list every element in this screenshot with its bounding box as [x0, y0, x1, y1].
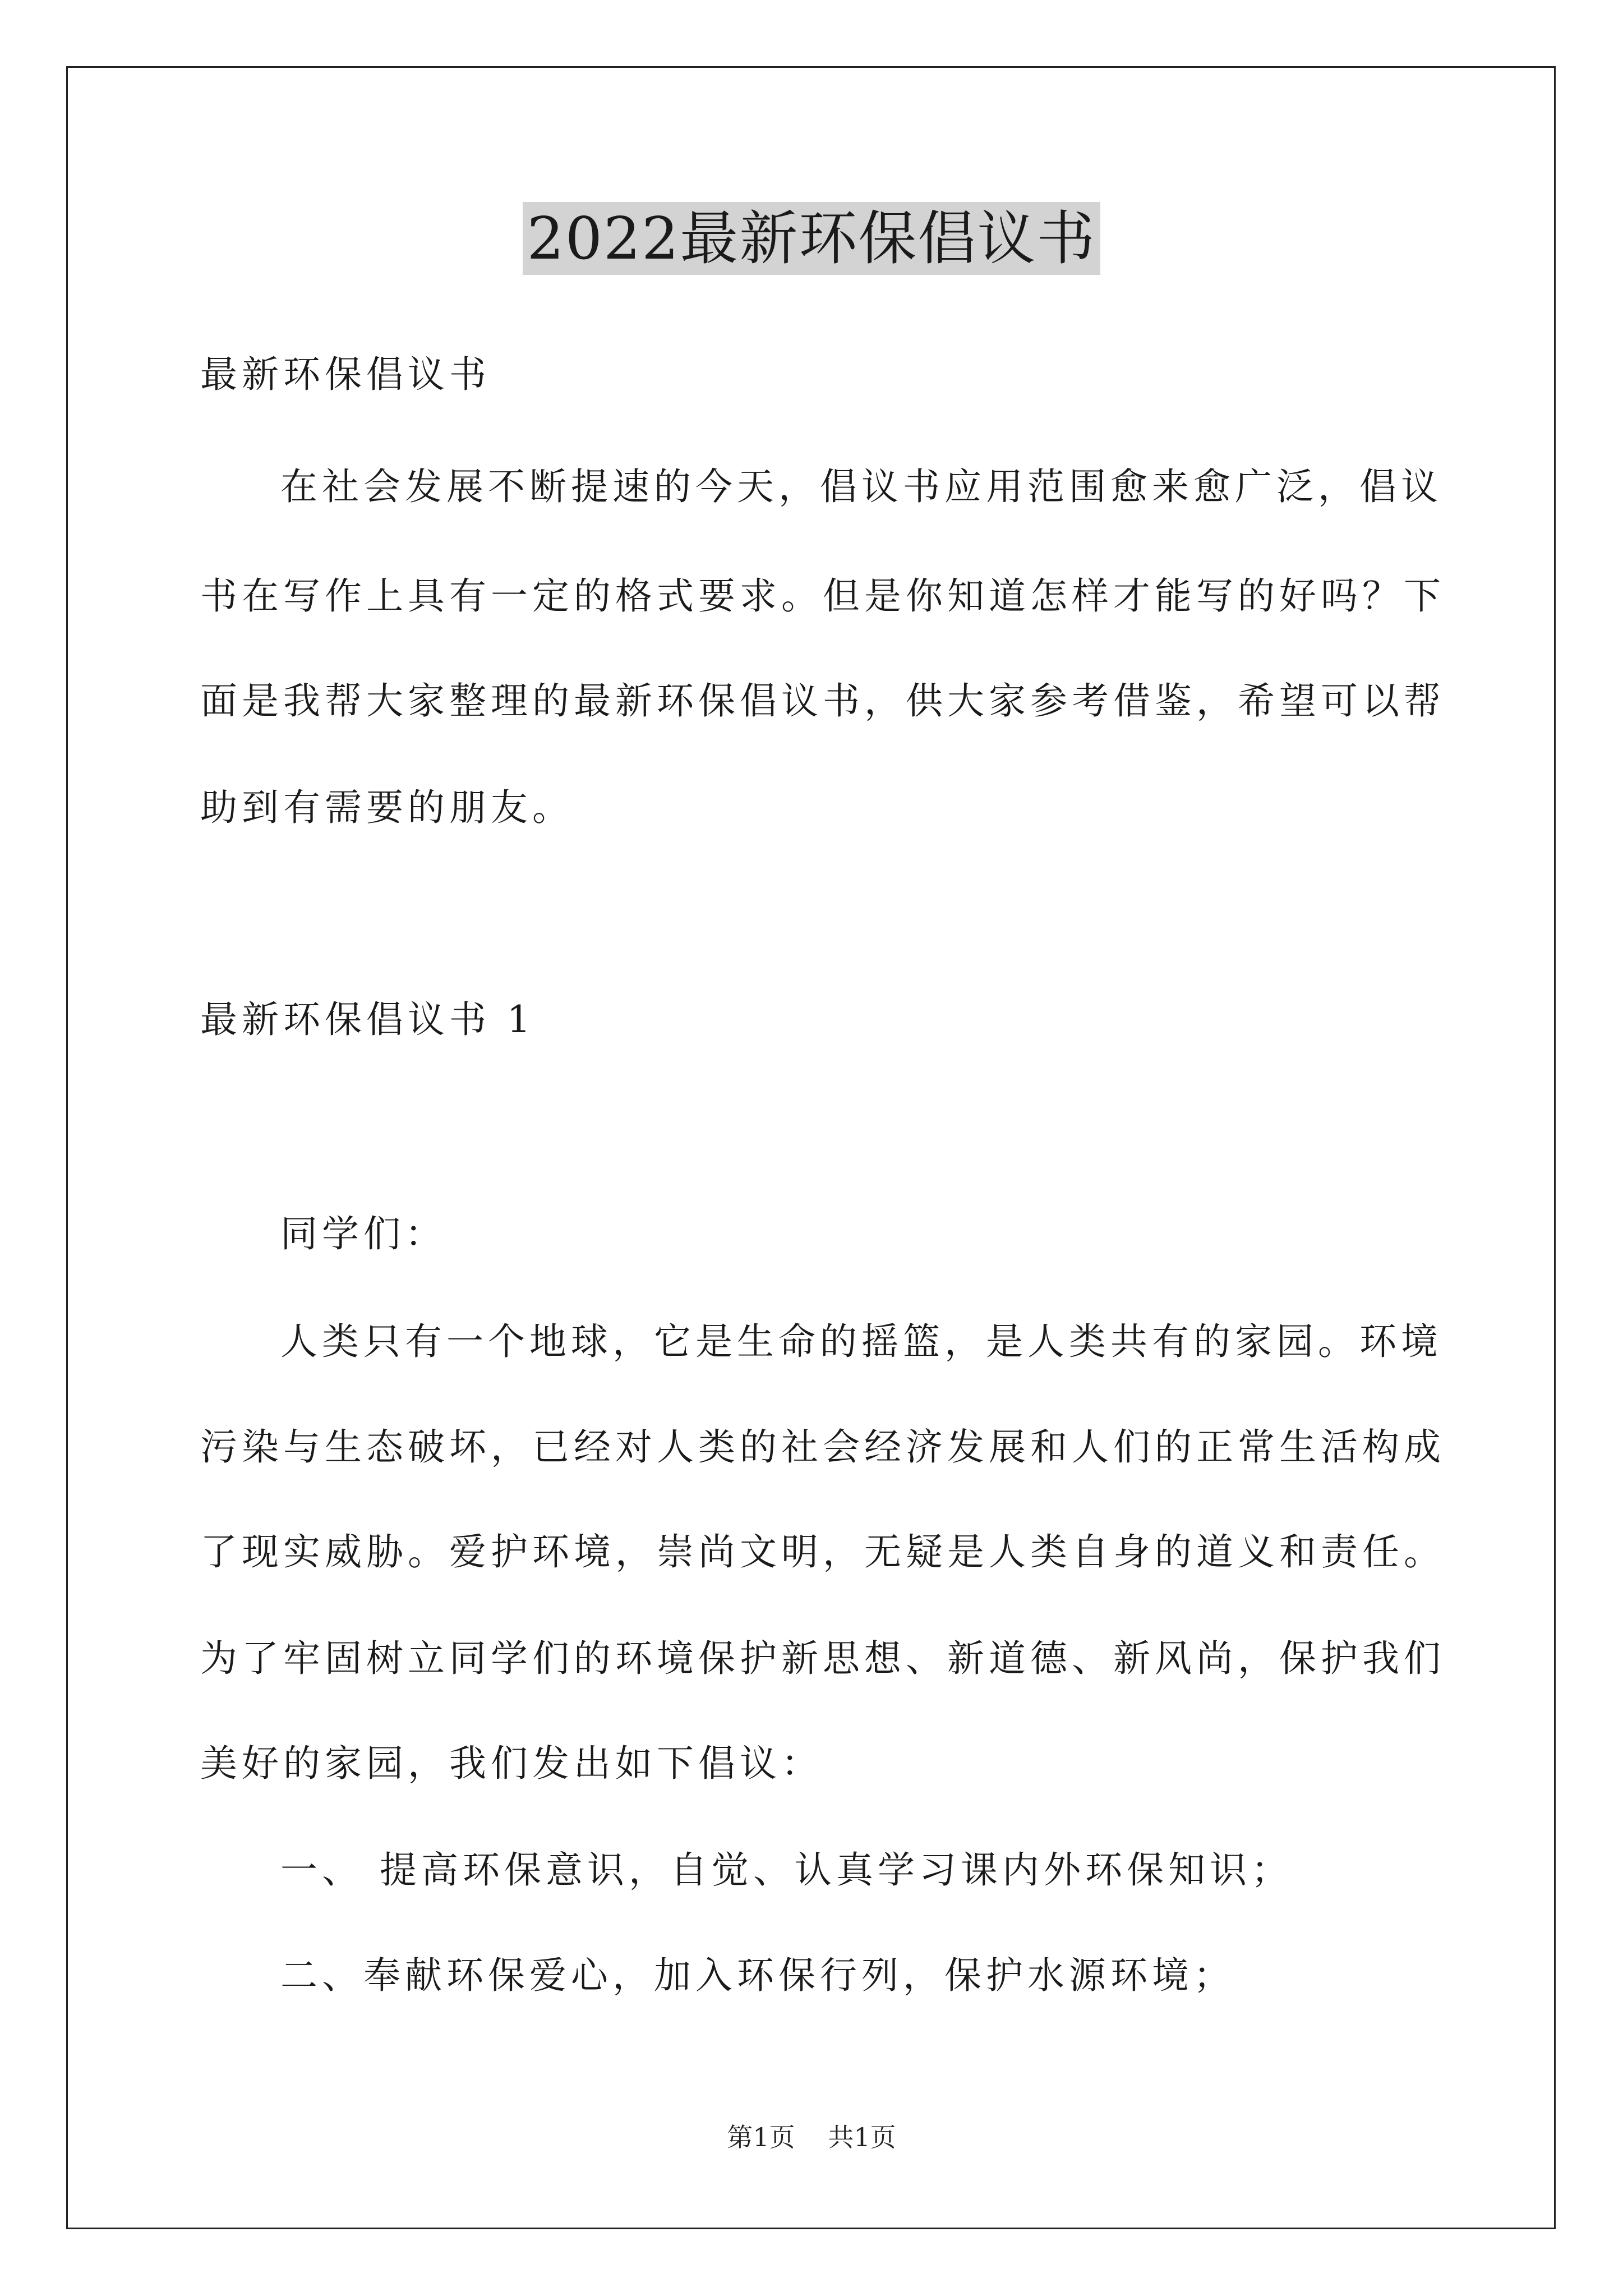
page-number-current: 第1页 — [727, 2122, 795, 2152]
body-line-1: 人类只有一个地球，它是生命的摇篮，是人类共有的家园。环境 — [280, 1320, 1442, 1363]
page-number-total: 共1页 — [828, 2122, 896, 2152]
page-footer — [0, 2120, 1623, 2154]
body-line-5: 美好的家园，我们发出如下倡议： — [200, 1742, 823, 1785]
document-title: 2022最新环保倡议书 — [523, 202, 1101, 275]
intro-line-2: 书在写作上具有一定的格式要求。但是你知道怎样才能写的好吗？下 — [200, 574, 1445, 618]
intro-line-4: 助到有需要的朋友。 — [200, 786, 574, 829]
intro-line-1: 在社会发展不断提速的今天，倡议书应用范围愈来愈广泛，倡议 — [280, 465, 1442, 508]
salutation: 同学们： — [280, 1212, 446, 1255]
title-container — [0, 202, 1623, 275]
body-line-2: 污染与生态破坏，已经对人类的社会经济发展和人们的正常生活构成 — [200, 1425, 1445, 1469]
intro-line-3: 面是我帮大家整理的最新环保倡议书，供大家参考借鉴，希望可以帮 — [200, 679, 1445, 723]
document-subtitle: 最新环保倡议书 — [200, 353, 491, 396]
body-line-3: 了现实威胁。爱护环境，崇尚文明，无疑是人类自身的道义和责任。 — [200, 1530, 1445, 1573]
list-item-1: 一、 提高环保意识，自觉、认真学习课内外环保知识； — [280, 1848, 1293, 1892]
list-item-2: 二、奉献环保爱心，加入环保行列，保护水源环境； — [280, 1954, 1235, 1997]
section-heading: 最新环保倡议书 1 — [200, 998, 535, 1041]
body-line-4: 为了牢固树立同学们的环境保护新思想、新道德、新风尚，保护我们 — [200, 1637, 1445, 1680]
